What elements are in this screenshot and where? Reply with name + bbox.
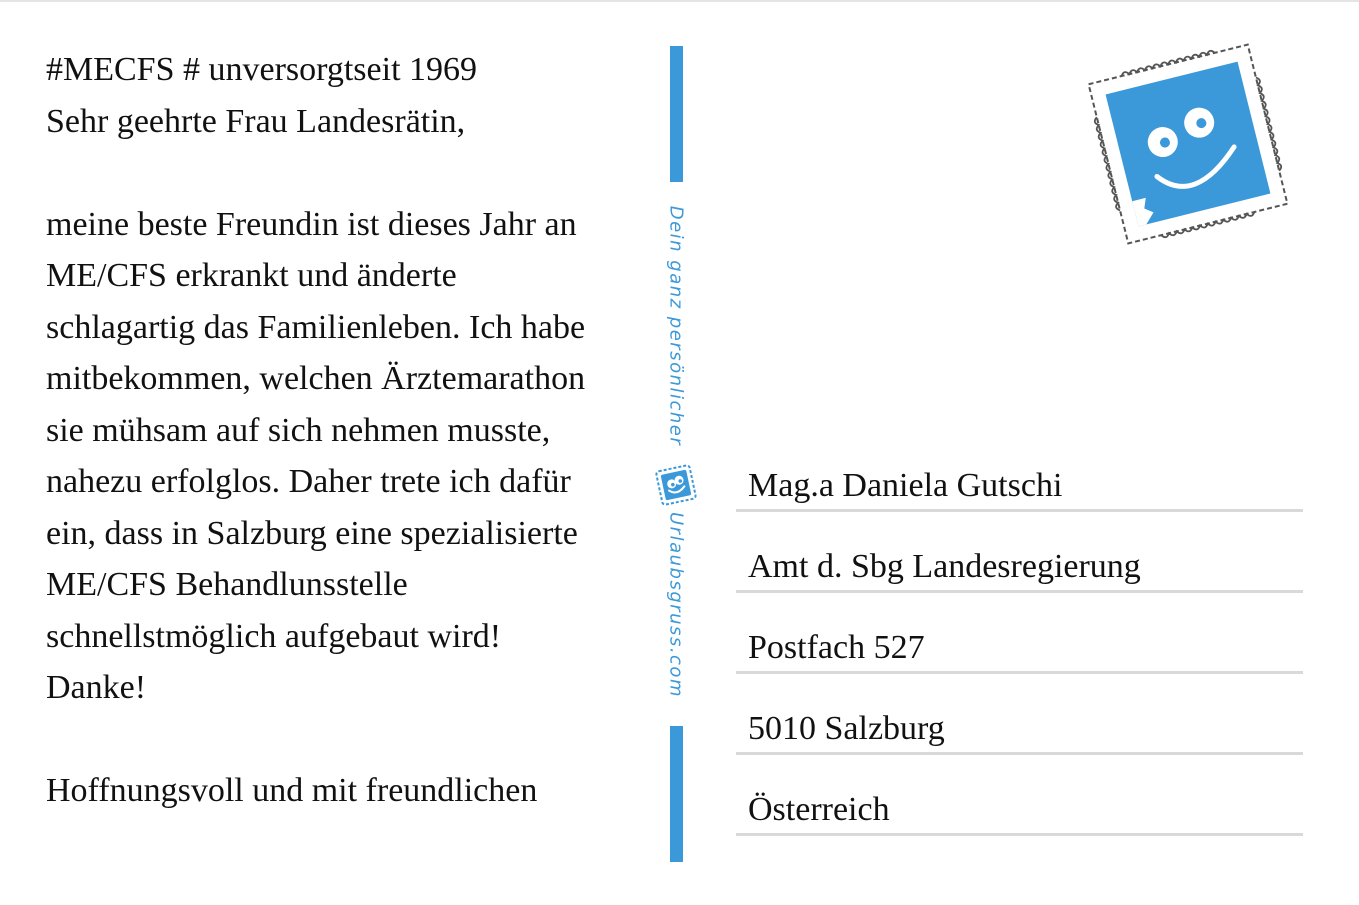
message-line: Sehr geehrte Frau Landesrätin,	[46, 102, 466, 140]
smiley-stamp-icon	[1080, 36, 1296, 252]
address-line	[736, 755, 1303, 836]
address-line	[736, 512, 1303, 593]
message-line	[46, 714, 636, 766]
recipient-city: 5010 Salzburg	[748, 710, 945, 747]
message-line: Danke!	[46, 669, 147, 706]
recipient-office: Amt d. Sbg Landesregierung	[748, 548, 1141, 585]
address-block	[736, 450, 1303, 836]
message-line: ein, dass in Salzburg eine spezialisierte	[46, 514, 578, 552]
message-line: schlagartig das Familienleben. Ich habe	[46, 308, 586, 346]
divider-bar-top	[670, 46, 683, 182]
divider-bar-bottom	[670, 726, 683, 862]
message-line: nahezu erfolglos. Daher trete ich dafür	[46, 463, 571, 500]
message-line: sie mühsam auf sich nehmen musste,	[46, 411, 551, 449]
message-line: Hoffnungsvoll und mit freundlichen	[46, 772, 538, 809]
message-line: meine beste Freundin ist dieses Jahr an	[46, 205, 577, 243]
message-line: ME/CFS Behandlunsstelle	[46, 566, 408, 603]
divider-url-text: Urlaubsgruss.com	[665, 512, 687, 698]
recipient-postbox: Postfach 527	[748, 629, 925, 666]
message-line: mitbekommen, welchen Ärztemarathon	[46, 360, 586, 397]
message-text	[46, 44, 636, 817]
recipient-country: Österreich	[748, 791, 890, 828]
address-line	[736, 593, 1303, 674]
message-line: ME/CFS erkrankt und änderte	[46, 257, 457, 294]
card-top-edge	[0, 0, 1359, 2]
address-line	[736, 450, 1303, 512]
brand-logo-icon	[653, 462, 699, 508]
recipient-name: Mag.a Daniela Gutschi	[748, 467, 1063, 504]
message-line	[46, 147, 636, 199]
message-line: #MECFS # unversorgtseit 1969	[46, 51, 478, 88]
divider-tagline-text: Dein ganz persönlicher	[665, 205, 687, 447]
message-line: schnellstmöglich aufgebaut wird!	[46, 617, 502, 655]
address-line	[736, 674, 1303, 755]
